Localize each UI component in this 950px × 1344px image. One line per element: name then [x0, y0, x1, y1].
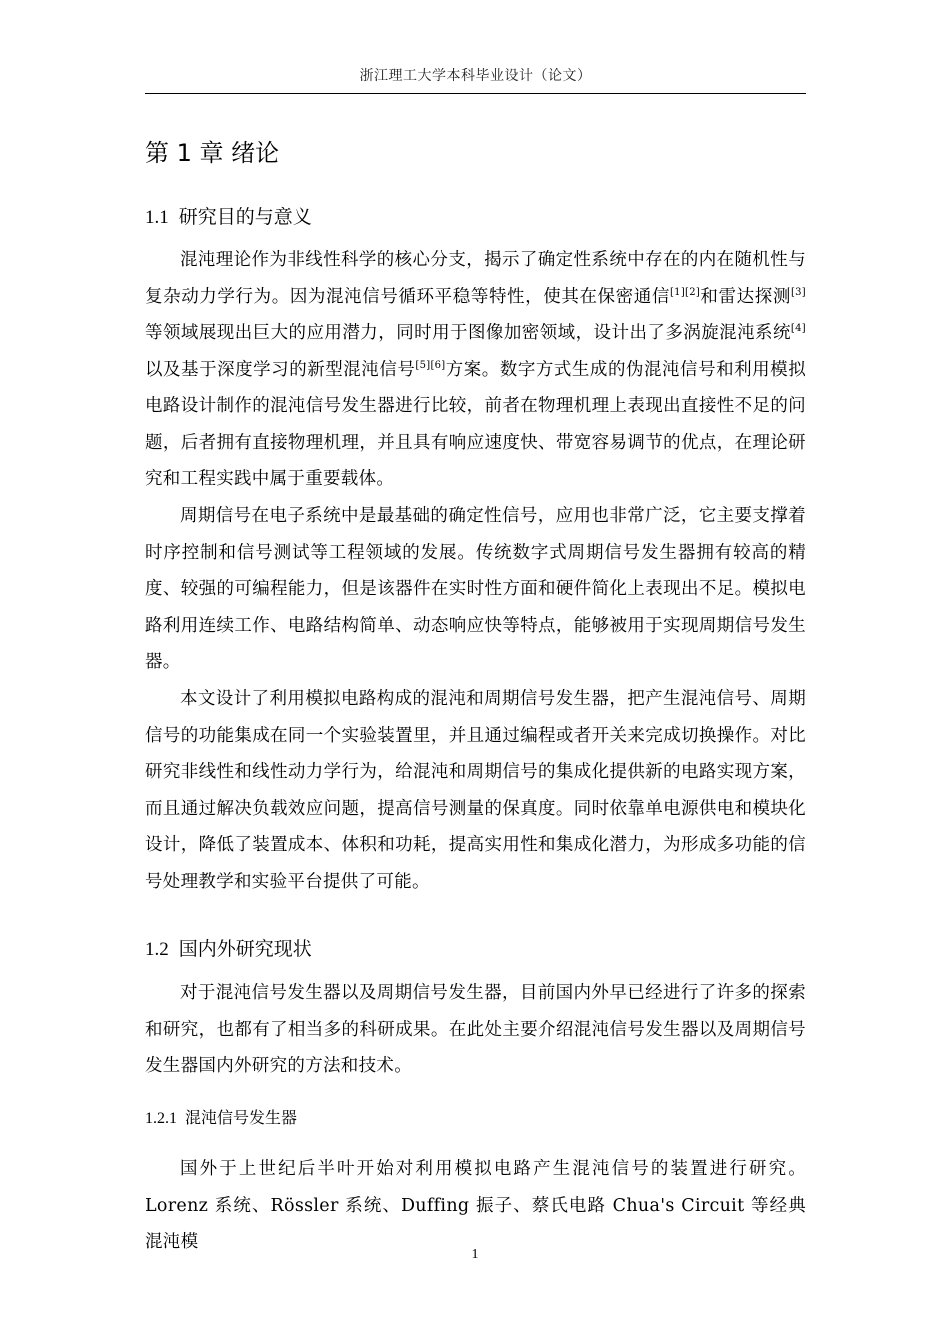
paragraph-text: 和雷达探测 — [700, 286, 791, 307]
section-number: 1.2 — [145, 939, 169, 960]
paragraph-text: 以及基于深度学习的新型混沌信号 — [145, 359, 416, 380]
subsection-number: 1.2.1 — [145, 1110, 177, 1127]
subsection-heading-1-2-1 — [145, 1106, 297, 1131]
paragraph-research-status: 对于混沌信号发生器以及周期信号发生器，目前国内外早已经进行了许多的探索和研究，也都有了相当多的科研成果。在此处主要介绍混沌信号发生器以及周期信号发生器国内外研究的方法和技术。 — [145, 983, 806, 1076]
subsection-title: 混沌信号发生器 — [185, 1108, 298, 1127]
section-number: 1.1 — [145, 207, 169, 228]
paragraph-purpose — [145, 242, 806, 498]
section-heading-1-2 — [145, 935, 312, 964]
citation-ref: [5][6] — [415, 359, 446, 371]
paragraph-periodic-signal: 周期信号在电子系统中是最基础的确定性信号，应用也非常广泛，它主要支撑着时序控制和信号测试等工程领域的发展。传统数字式周期信号发生器拥有较高的精度、较强的可编程能力，但是该器件在实时性方面和硬件简化上表现出不足。模拟电路利用连续工作、电路结构简单、动态响应快等特点，能够被用于实现周期信号发生器。 — [145, 506, 806, 672]
section-heading-1-1 — [145, 203, 312, 232]
citation-ref: [3] — [790, 286, 807, 298]
paragraph-text: 混沌理论作为非线性科学的核心分支，揭示了确定性系统中存在的内在随机性与复杂动力学行为。因为混沌信号循环平稳等特性，使其在保密通信 — [145, 250, 806, 307]
section-title: 研究目的与意义 — [178, 206, 312, 228]
citation-ref: [4] — [790, 323, 806, 335]
page-number: 1 — [471, 1247, 479, 1262]
paragraph-text: 等领域展现出巨大的应用潜力，同时用于图像加密领域，设计出了多涡旋混沌系统 — [145, 323, 791, 343]
paragraph-chaos-generator: 国外于上世纪后半叶开始对利用模拟电路产生混沌信号的装置进行研究。Lorenz 系统、Rössler 系统、Duffing 振子、蔡氏电路 Chua's Circuit 等经典混沌模 — [145, 1159, 806, 1252]
section-title: 国内外研究现状 — [178, 938, 312, 960]
page-header — [145, 66, 806, 94]
paragraph-text: 方案。数字方式生成的伪混沌信号和利用模拟电路设计制作的混沌信号发生器进行比较，前者在物理机理上表现出直接性不足的问题，后者拥有直接物理机理，并且具有响应速度快、带宽容易调节的优点，在理论研究和工程实践中属于重要载体。 — [145, 359, 807, 489]
chapter-title: 第 1 章 绪论 — [145, 139, 280, 167]
page-header-text: 浙江理工大学本科毕业设计（论文） — [359, 68, 592, 84]
paragraph-this-design: 本文设计了利用模拟电路构成的混沌和周期信号发生器，把产生混沌信号、周期信号的功能集成在同一个实验装置里，并且通过编程或者开关来完成切换操作。对比研究非线性和线性动力学行为，给混沌和周期信号的集成化提供新的电路实现方案，而且通过解决负载效应问题，提高信号测量的保真度。同时依靠单电源供电和模块化设计，降低了装置成本、体积和功耗，提高实用性和集成化潜力，为形成多功能的信号处理教学和实验平台提供了可能。 — [145, 689, 806, 892]
citation-ref: [1][2] — [669, 286, 701, 298]
